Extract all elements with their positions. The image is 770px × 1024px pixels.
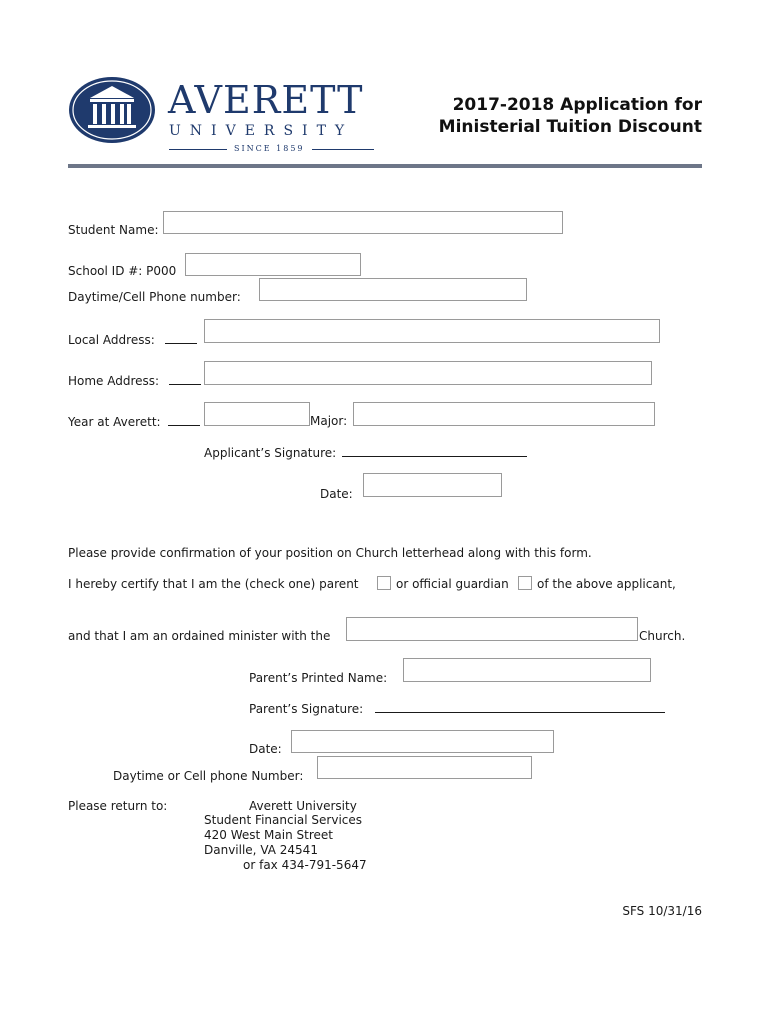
certify-prefix: I hereby certify that I am the (check one) parent (68, 577, 359, 591)
year-underline (168, 414, 200, 426)
local-address-label-text: Local Address: (68, 333, 155, 347)
major-label: Major: (310, 414, 348, 428)
local-address-underline (165, 332, 197, 344)
form-title (439, 94, 702, 138)
confirmation-instruction: Please provide confirmation of your position on Church letterhead along with this form. (68, 546, 592, 560)
applicant-signature-label (204, 445, 527, 460)
parent-signature-label (249, 701, 665, 716)
year-field[interactable] (204, 402, 310, 426)
local-address-label (68, 332, 197, 347)
return-line-1: Averett University (249, 799, 357, 813)
header-divider (68, 164, 702, 168)
logo-since-right-rule (312, 149, 374, 150)
guardian-checkbox[interactable] (518, 576, 532, 590)
certify-guardian: or official guardian (396, 577, 509, 591)
building-seal-icon (68, 76, 156, 144)
parent-date-field[interactable] (291, 730, 554, 753)
parent-phone-label: Daytime or Cell phone Number: (113, 769, 304, 783)
phone-field[interactable] (259, 278, 527, 301)
home-address-label (68, 373, 201, 388)
applicant-date-field[interactable] (363, 473, 502, 497)
form-title-line-1: 2017-2018 Application for (452, 95, 702, 115)
phone-label: Daytime/Cell Phone number: (68, 290, 241, 304)
return-line-5: or fax 434-791-5647 (243, 858, 367, 872)
logo-since-left-rule (169, 149, 227, 150)
school-id-field[interactable] (185, 253, 361, 276)
footer-code: SFS 10/31/16 (622, 904, 702, 918)
parent-date-label: Date: (249, 742, 282, 756)
applicant-date-label: Date: (320, 487, 353, 501)
return-line-3: 420 West Main Street (204, 828, 333, 842)
certify-suffix: of the above applicant, (537, 577, 676, 591)
parent-name-label: Parent’s Printed Name: (249, 671, 388, 685)
parent-name-field[interactable] (403, 658, 651, 682)
form-title-line-2: Ministerial Tuition Discount (438, 117, 702, 137)
logo-subtitle: UNIVERSITY (169, 123, 354, 139)
return-line-4: Danville, VA 24541 (204, 843, 318, 857)
ordained-suffix: Church. (639, 629, 686, 643)
parent-checkbox[interactable] (377, 576, 391, 590)
home-address-label-text: Home Address: (68, 374, 160, 388)
return-label: Please return to: (68, 799, 168, 813)
parent-phone-field[interactable] (317, 756, 532, 779)
major-field[interactable] (353, 402, 655, 426)
local-address-field[interactable] (204, 319, 660, 343)
parent-signature-label-text: Parent’s Signature: (249, 702, 364, 716)
home-address-field[interactable] (204, 361, 652, 385)
applicant-signature-line[interactable] (342, 445, 527, 457)
logo-since: SINCE 1859 (234, 144, 305, 153)
ordained-prefix: and that I am an ordained minister with the (68, 629, 331, 643)
year-label (68, 414, 200, 429)
averett-logo (68, 74, 378, 154)
school-id-label: School ID #: P000 (68, 264, 177, 278)
applicant-signature-label-text: Applicant’s Signature: (204, 446, 337, 460)
parent-signature-line[interactable] (375, 701, 665, 713)
student-name-label: Student Name: (68, 223, 159, 237)
year-label-text: Year at Averett: (68, 415, 161, 429)
return-line-2: Student Financial Services (204, 813, 363, 827)
church-name-field[interactable] (346, 617, 638, 641)
home-address-underline (169, 373, 201, 385)
logo-name: AVERETT (168, 78, 364, 122)
student-name-field[interactable] (163, 211, 563, 234)
